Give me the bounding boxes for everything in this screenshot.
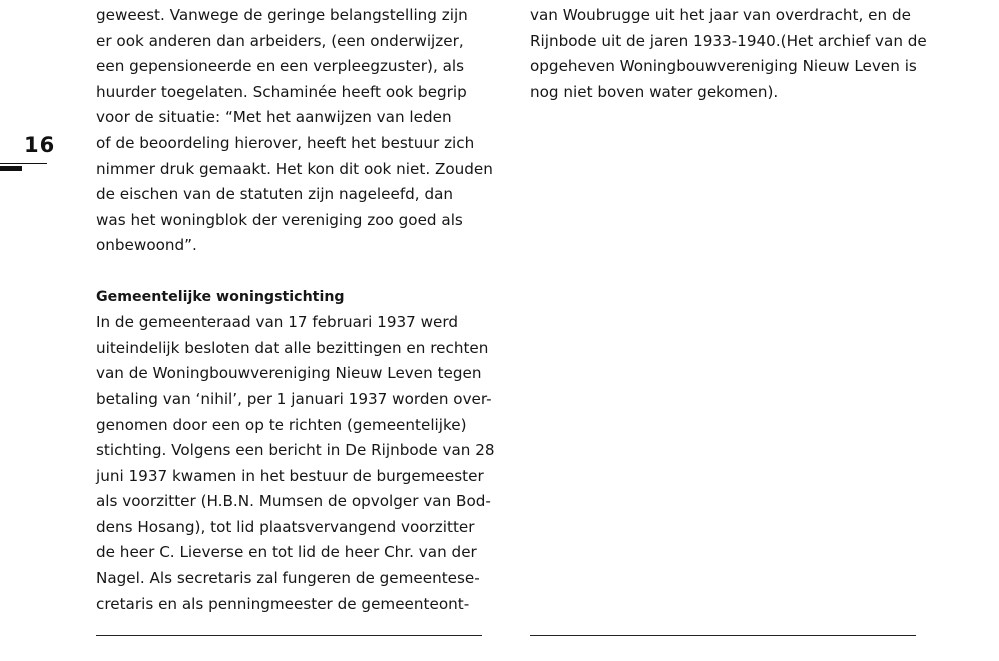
text-line: geweest. Vanwege de geringe belangstelling zijn bbox=[96, 6, 468, 24]
text-line: cretaris en als penningmeester de gemeenteont- bbox=[96, 594, 470, 613]
text-line: genomen door een op te richten (gemeentelijke) bbox=[96, 415, 467, 434]
text-line: de heer C. Lieverse en tot lid de heer Chr. van der bbox=[96, 543, 477, 562]
text-line: nimmer druk gemaakt. Het kon dit ook niet. Zouden bbox=[96, 159, 493, 178]
page-marker-rule bbox=[0, 163, 47, 164]
text-line: Nagel. Als secretaris zal fungeren de gemeentese- bbox=[96, 569, 480, 588]
text-line: als voorzitter (H.B.N. Mumsen de opvolger van Bod- bbox=[96, 492, 491, 511]
text-line: Rijnbode uit de jaren 1933-1940.(Het archief van de bbox=[530, 31, 927, 50]
footnote-rule-left bbox=[96, 635, 482, 636]
text-line: juni 1937 kwamen in het bestuur de burgemeester bbox=[96, 466, 484, 485]
text-line: een gepensioneerde en een verpleegzuster), als bbox=[96, 57, 465, 76]
text-line: voor de situatie: “Met het aanwijzen van leden bbox=[96, 108, 452, 127]
text-line: of de beoordeling hierover, heeft het bestuur zich bbox=[96, 133, 475, 152]
page-number: 16 bbox=[24, 133, 56, 157]
text-line: van de Woningbouwvereniging Nieuw Leven tegen bbox=[96, 364, 482, 383]
footnote-rule-right bbox=[530, 635, 916, 636]
text-line: huurder toegelaten. Schaminée heeft ook begrip bbox=[96, 82, 467, 101]
section-heading: Gemeentelijke woningstichting bbox=[96, 288, 345, 305]
text-line: uiteindelijk besloten dat alle bezittingen en rechten bbox=[96, 338, 489, 357]
text-line: dens Hosang), tot lid plaatsvervangend voorzitter bbox=[96, 517, 475, 536]
text-line: nog niet boven water gekomen). bbox=[530, 82, 779, 101]
right-text-column bbox=[530, 3, 927, 105]
paragraph-spacer bbox=[96, 259, 486, 285]
text-line: van Woubrugge uit het jaar van overdracht, en de bbox=[530, 6, 911, 24]
text-line: de eischen van de statuten zijn nageleefd, dan bbox=[96, 185, 454, 204]
text-line: er ook anderen dan arbeiders, (een onderwijzer, bbox=[96, 31, 464, 50]
text-line: In de gemeenteraad van 17 februari 1937 werd bbox=[96, 313, 459, 332]
text-line: opgeheven Woningbouwvereniging Nieuw Leven is bbox=[530, 57, 917, 76]
text-line: stichting. Volgens een bericht in De Rijnbode van 28 bbox=[96, 441, 495, 460]
text-line: betaling van ‘nihil’, per 1 januari 1937 worden over- bbox=[96, 389, 492, 408]
text-line: onbewoond”. bbox=[96, 236, 197, 255]
left-text-column bbox=[96, 3, 495, 617]
text-line: was het woningblok der vereniging zoo goed als bbox=[96, 210, 463, 229]
page-marker-bar bbox=[0, 166, 22, 171]
